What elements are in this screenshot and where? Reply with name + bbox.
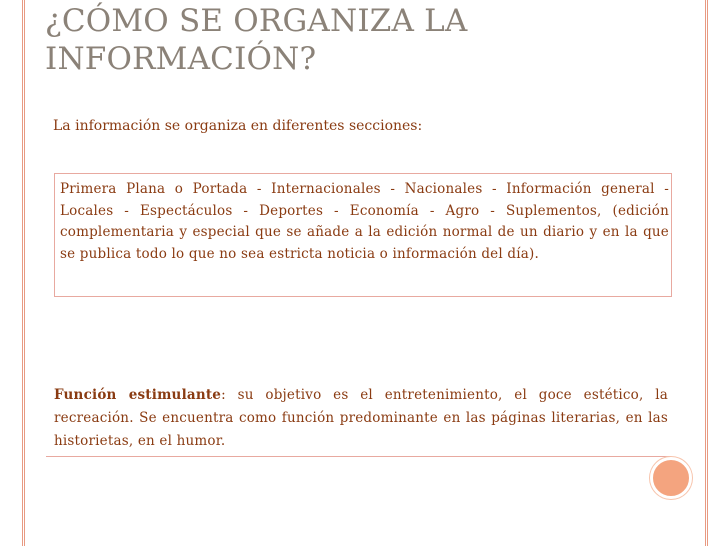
left-border-rule (22, 0, 25, 546)
slide-title-line-2: INFORMACIÓN? (45, 41, 317, 77)
right-border-rule (705, 0, 708, 546)
function-term: Función estimulante (54, 387, 222, 403)
function-description: : su objetivo es el entretenimiento, el goce estético, la recreación. Se encuentra como función predominante en las páginas literarias, en las historietas, en el humor. (54, 387, 668, 449)
function-paragraph (54, 384, 668, 453)
slide-title (45, 2, 685, 78)
intro-text: La información se organiza en diferentes secciones: (53, 118, 423, 134)
function-underline-rule (46, 456, 671, 457)
decorative-circle (650, 457, 692, 499)
sections-list-text: Primera Plana o Portada - Internacionales - Nacionales - Información general - Locales - Espectáculos - Deportes - Economía - Agro - Suplementos, (edición complementaria y especial que se añade a la edición normal de un diario y en la que se publica todo lo que no sea estricta noticia o información del día). (60, 181, 669, 262)
slide-title-line-1: ¿CÓMO SE ORGANIZA LA (45, 3, 468, 39)
